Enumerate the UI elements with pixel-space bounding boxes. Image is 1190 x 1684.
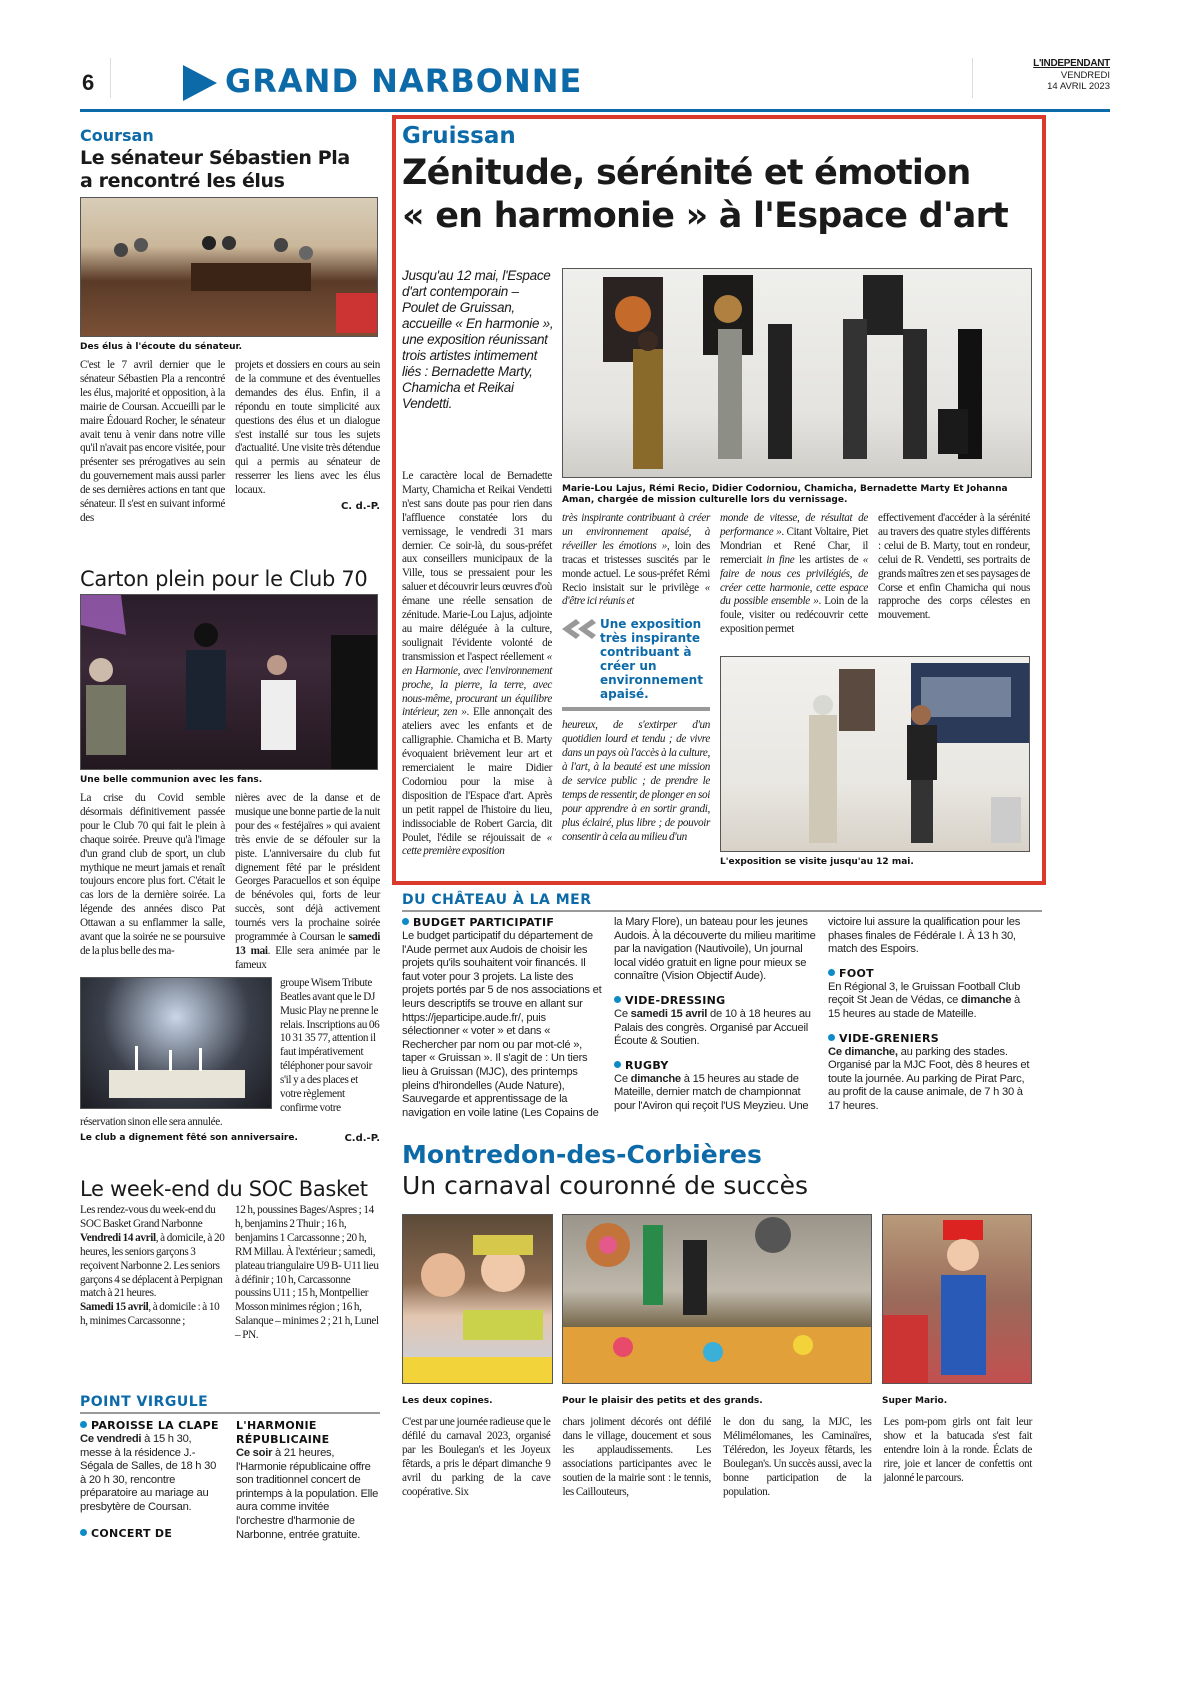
article-lead: Jusqu'au 12 mai, l'Espace d'art contemporain – Poulet de Gruissan, accueille « En harmonie », une exposition réunissant trois artistes intimement liés : Bernadette Marty, Chamicha et Reikai Vendetti. xyxy=(402,268,554,411)
brief-column xyxy=(80,1419,224,1542)
body-column xyxy=(235,359,380,526)
body-column xyxy=(720,512,868,637)
article-title: Un carnaval couronné de succès xyxy=(402,1171,809,1200)
article-kicker: Montredon-des-Corbières xyxy=(402,1140,762,1169)
author-signature: C.d.-P. xyxy=(344,1132,380,1144)
cake-illustration xyxy=(81,978,272,1109)
photo-wrap-block xyxy=(80,977,380,1130)
author-signature: C. d.-P. xyxy=(340,501,380,513)
pullquote-text: Une exposition très inspirante contribuant à créer un environnement apaisé. xyxy=(600,617,703,702)
page-number: 6 xyxy=(82,70,95,95)
play-arrow-icon xyxy=(183,65,217,101)
meeting-illustration xyxy=(81,198,378,337)
brief-column xyxy=(236,1419,380,1542)
body-text: Le caractère local de Bernadette Marty, Chamicha et Reikai Vendetti n'est sans doute pas pour rien dans l'affluence constatée lors du vernissage, le vendredi 31 mars dernier. Ce soir-là, du sous-préfet aux conseillers municipaux de la Ville, tous se pressaient pour les saluer et découvrir leurs œuvres d'où émane une réelle sensation de zénitude. Marie-Lou Lajus, adjointe au maire déléguée à la culture, soulignait l'évidente volonté de transmission et l'aspect réellement xyxy=(402,470,552,663)
quote-marks-icon xyxy=(562,619,596,639)
concert-illustration xyxy=(81,595,378,770)
body-text: , à domicile, à 20 heures, les seniors garçons 3 reçoivent Narbonne 2. Les seniors garçons 4 se déplacent à Perpignan match à 21 heures. xyxy=(80,1231,225,1300)
divider xyxy=(972,58,973,98)
section-title: GRAND NARBONNE xyxy=(225,62,583,100)
body-text: , à domicile : à 10 h, minimes Carcassonne ; xyxy=(80,1301,220,1328)
quote: « cette première exposition xyxy=(402,831,552,858)
brief-title: CONCERT DE xyxy=(80,1527,224,1541)
newspaper-name: L'INDEPENDANT xyxy=(1033,58,1110,69)
mario-illustration xyxy=(883,1215,1032,1384)
brief-text: Ce vendredi à 15 h 30, messe à la résidence J.-Ségala de Salles, de 18 h 30 à 20 h 30, rencontre préparatoire au mariage au presbytère de Coursan. xyxy=(80,1433,217,1513)
photo-vernissage xyxy=(562,268,1032,478)
event-date: Samedi 15 avril xyxy=(80,1301,149,1314)
body-text: les artistes de xyxy=(794,553,859,566)
body-column: Les pom-pom girls ont fait leur show et la batucada s'est fait entendre loin à la ronde. Éclats de rire, joie et lancer de confettis ont jalonné le parcours. xyxy=(883,1416,1032,1484)
brief-text: En Régional 3, le Gruissan Football Club reçoit St Jean de Védas, ce dimanche à 15 heures au stade de Mateille. xyxy=(828,980,1021,1020)
brief-column xyxy=(828,916,1032,1114)
body-column: 12 h, poussines Bages/Aspres ; 14 h, benjamins 2 Thuir ; 16 h, benjamins 1 Carcassonne ; 20 h, RM Millau. À l'extérieur ; samedi, plateau triangulaire U9 B- U11 lieu à définir ; 10 h, Carcassonne poussins U11 ; 15 h, Montpellier Mosson minimes région ; 16 h, Salanque – minimes 2 ; 21 h, Lunel – PN. xyxy=(235,1204,379,1342)
header-rule xyxy=(80,109,1110,112)
float-illustration xyxy=(563,1215,872,1384)
friends-illustration xyxy=(403,1215,553,1384)
divider xyxy=(110,58,111,98)
article-kicker: Coursan xyxy=(80,126,154,145)
article-gruissan xyxy=(402,122,1042,238)
body-text: . Elle annonçait des ateliers avec les enfants et de calligraphie. Chamicha et B. Marty évoquaient brièvement leur art et remerciaient le maire Didier Codorniou pour la mise à disposition de l'Espace d'art. Après un petit rappel de l'histoire du lieu, indissociable de Robert Garcia, dit Poulet, l'édile se réjouissait de xyxy=(402,706,552,844)
body-column: le don du sang, la MJC, les Mélimélomanes, les Caminaïres, Téléredon, les Joyeux fêtards, les Boulegan's. Un succès aussi, avec la bonne participation de la population. xyxy=(723,1416,872,1498)
rubrique-heading: POINT VIRGULE xyxy=(80,1394,209,1410)
vernissage-illustration xyxy=(563,269,1032,478)
body-column-wrap: groupe Wisem Tribute Beatles avant que le DJ Music Play ne prenne le relais. Inscriptions au 06 10 31 35 77, attention il faut impérativement téléphoner pour savoir s'il y a des places et votre règlement confirme votre réservation sinon elle sera annulée. xyxy=(80,976,380,1128)
article-montredon xyxy=(402,1140,1042,1201)
brief-title: VIDE-DRESSING xyxy=(614,994,818,1008)
brief-title: FOOT xyxy=(828,967,1032,981)
bullet-icon xyxy=(80,1529,87,1536)
divider xyxy=(562,707,710,711)
photo-caption: L'exposition se visite jusqu'au 12 mai. xyxy=(720,857,914,867)
brief-text: la Mary Flore), un bateau pour les jeunes Audois. À la découverte du milieu maritime par la navigation (Nautivoile), Un journal local vidéo gratuit en ligne pour mieux se connaître (Vision Objectif Aude). xyxy=(614,916,816,983)
title-line: « en harmonie » à l'Espace d'art xyxy=(402,196,1008,236)
brief-text: Ce soir à 21 heures, l'Harmonie républicaine offre son traditionnel concert de printemps à la population. Elle aura comme invitée l'orchestre d'harmonie de Narbonne, entrée gratuite. xyxy=(236,1447,379,1541)
article-kicker: Gruissan xyxy=(402,123,516,149)
rubrique-heading: DU CHÂTEAU À LA MER xyxy=(402,892,592,908)
brief-title: L'HARMONIE RÉPUBLICAINE xyxy=(236,1419,330,1446)
brief-title: PAROISSE LA CLAPE xyxy=(80,1419,224,1433)
photo-meeting xyxy=(80,197,378,337)
body-column: chars joliment décorés ont défilé dans le village, doucement et sous les applaudissements. Les associations participantes avec le soutien de la mairie sont : le tennis, les Cailloutеurs, xyxy=(562,1416,711,1498)
body-column: effectivement d'accéder à la sérénité au travers des quatre styles différents : celui de B. Marty, tout en rondeur, celui de R. Vendetti, ses portraits de grands maîtres zen et ses paysages de Corse et enfin Chamicha qui nous rapproche des corps célestes en mouvement. xyxy=(878,512,1030,622)
body-text: . Elle sera animée par le fameux xyxy=(235,944,381,971)
body-text: Les rendez-vous du week-end du SOC Basket Grand Narbonne xyxy=(80,1204,216,1230)
chateau-mer xyxy=(402,892,1042,912)
body-column xyxy=(235,792,380,973)
brief-text: Ce samedi 15 avril de 10 à 18 heures au Palais des congrès. Organisé par Accueil Écoute & Soutien. xyxy=(614,1007,811,1048)
brief-title: BUDGET PARTICIPATIF xyxy=(402,916,604,930)
quote: très inspirante contribuant à créer un environnement apaisé, à réveiller les émotions » xyxy=(562,512,710,552)
article-title: Carton plein pour le Club 70 xyxy=(80,567,368,591)
body-column: La crise du Covid semble désormais définitivement passée pour le Club 70 qui fait le plein à chaque soirée. Preuve qu'à l'image d'un grand club de sport, un club mythique ne meurt jamais et renaît toujours encore plus fort. C'était le cas lors de la dernière soirée. La légende des années disco Pat Ottawan a su enflammer la salle, avant que la soirée ne se poursuive de la plus belle des ma- xyxy=(80,792,225,957)
body-text: . Citant Voltaire, Piet Mondrian et René Char, il remerciait xyxy=(720,525,868,566)
photo-carnival-float xyxy=(562,1214,872,1384)
article-coursan xyxy=(80,126,380,526)
article-club70 xyxy=(80,566,380,1144)
photo-caption: Des élus à l'écoute du sénateur. xyxy=(80,342,243,352)
issue-day: VENDREDI xyxy=(1060,70,1110,81)
quote: « faire de nous ces privilégiés, de créer cette harmonie, cette espace du possible ensemble » xyxy=(720,553,869,608)
body-column: C'est par une journée radieuse que le défilé du carnaval 2023, organisé par les Boulegan's et les Joyeux fêtards, a pris le départ dimanche 9 avril du parking de la cave coopérative. Six xyxy=(402,1416,551,1498)
photo-caption: Marie-Lou Lajus, Rémi Recio, Didier Codorniou, Chamicha, Bernadette Marty Et Johanna Aman, chargée de mission culturelle lors du vernissage. xyxy=(562,484,1008,505)
brief-title: RUGBY xyxy=(614,1059,818,1073)
briefs xyxy=(80,1419,380,1542)
article-title xyxy=(80,147,380,193)
quote: monde de vitesse, de résultat de performance » xyxy=(720,512,868,538)
photo-caption: Super Mario. xyxy=(882,1396,948,1406)
bullet-icon xyxy=(828,969,835,976)
divider xyxy=(402,910,1042,912)
brief-text: Ce dimanche à 15 heures au stade de Mateille, dernier match de championnat pour l'Aviron qui reçoit l'US Meyzieu. Une xyxy=(614,1072,809,1112)
title-line: Le sénateur Sébastien Pla xyxy=(80,147,350,169)
article-body xyxy=(80,792,380,973)
body-text: in fine xyxy=(766,553,795,566)
title-line: Zénitude, sérénité et émotion xyxy=(402,153,971,193)
body-text: projets et dossiers en cours au sein de la commune et des éventuelles demandes des élus. Enfin, il a répondu en toute simplicité aux questions des élus et un dialogue s'est installé sur tous les sujets d'actualité. Une visite très détendue qui a permis au sénateur de resserrer les liens avec les élus locaux. xyxy=(235,359,380,497)
article-body xyxy=(80,1204,380,1343)
brief-column xyxy=(614,916,818,1114)
event-date: Vendredi 14 avril xyxy=(80,1231,156,1244)
exhibition-illustration xyxy=(721,657,1030,852)
page-header xyxy=(80,58,1110,108)
pullquote xyxy=(562,617,710,711)
photo-caption: Les deux copines. xyxy=(402,1396,493,1406)
photo-concert xyxy=(80,594,378,770)
brief-text: Le budget participatif du département de l'Aude permet aux Audois de choisir les projets qu'ils souhaitent voir financés. Il faut voter pour 3 projets. La liste des projets portés par 5 de nos associations et leurs descriptifs se trouve en allant sur https://jeparticipe.aude.fr/, puis sélectionner « voter » et dans « Rechercher par nom ou par mot-clé », taper « Gruissan ». Il s'agit de : Un tiers lieu à Gruissan (MJC), des printemps pleins d'hirondelles (Aude Nature), Sauvegarde et apprentissage de la navigation en voile latine (Les Copains de xyxy=(402,930,602,1119)
caption-row xyxy=(80,1133,380,1144)
photo-exhibition xyxy=(720,656,1030,852)
body-column: C'est le 7 avril dernier que le sénateur Sébastien Pla a rencontré les élus, majorité et opposition, à la mairie de Coursan. Accueilli par le maire Édouard Rocher, le sénateur avait tenu à venir dans notre ville qu'il n'avait pas encore visitée, pour présenter ses prérogatives au sein du gouvernement mais aussi parler de ses dernières actions en tant que sénateur. Il s'est en suivant informé des xyxy=(80,359,225,524)
body-text: nières avec de la danse et de musique une bonne partie de la nuit pour des « festéjaïres » qui avaient très envie de se défouler sur la piste. L'anniversaire du club fut dignement fêté par le président Georges Paracuellos et son équipe de bénévoles qui, forts de leur succès, sont déjà activement tournés vers la prochaine soirée programmée à Coursan le xyxy=(235,792,380,944)
body-text: , loin des tracas et tristesses suscités par le monde actuel. Le sous-préfet Rémi Recio insistait sur le privilège xyxy=(562,539,710,594)
bullet-icon xyxy=(614,1061,621,1068)
issue-date: 14 AVRIL 2023 xyxy=(1047,81,1110,92)
bullet-icon xyxy=(828,1034,835,1041)
quote: « en Harmonie, avec l'environnement proche, la pierre, la terre, avec nous-même, procurant un équilibre intérieur, zen » xyxy=(402,650,553,719)
brief-text: victoire lui assure la qualification pour les phases finales de Fédérale I. À 13 h 30, match des Espoirs. xyxy=(828,916,1021,956)
title-line: a rencontré les élus xyxy=(80,170,285,192)
body-column: heureux, de s'extirper d'un quotidien lourd et tendu ; de vivre dans un pays où l'accès à la culture, à l'art, à la beauté est une mission de service public ; de prendre le temps de ressentir, de plonger en soi pour apprendre à en sortir grandi, plus éclairé, plus libre ; de pouvoir consentir à cela au milieu d'un xyxy=(562,719,710,843)
photo-caption: Pour le plaisir des petits et des grands. xyxy=(562,1396,763,1406)
bullet-icon xyxy=(80,1421,87,1428)
event-date: samedi 13 mai xyxy=(235,931,380,957)
body-column xyxy=(562,512,710,609)
quote: « d'être ici réunis et xyxy=(562,581,710,608)
article-title: Le week-end du SOC Basket xyxy=(80,1177,368,1201)
bullet-icon xyxy=(402,918,409,925)
article-body xyxy=(402,1416,1032,1499)
point-virgule xyxy=(80,1394,380,1542)
body-column xyxy=(402,470,552,859)
brief-text: Ce dimanche, au parking des stades. Organisé par la MJC Foot, dès 8 heures et toute la journée. Au parking de Pirat Parc, au profit de la cause animale, de 7 h 30 à 17 heures. xyxy=(828,1045,1030,1112)
brief-title: VIDE-GRENIERS xyxy=(828,1032,1032,1046)
photo-birthday-cake xyxy=(80,977,272,1109)
article-body xyxy=(80,359,380,526)
photo-two-friends xyxy=(402,1214,553,1384)
divider xyxy=(80,1412,380,1414)
body-text: . Loin de la foule, visiter ou redécouvrir cette exposition permet xyxy=(720,595,868,636)
photo-caption: Le club a dignement fêté son anniversaire. xyxy=(80,1132,298,1143)
bullet-icon xyxy=(614,996,621,1003)
article-soc-basket xyxy=(80,1176,380,1343)
gruissan-col2 xyxy=(562,512,710,845)
body-column xyxy=(80,1204,225,1343)
article-title xyxy=(402,152,1042,238)
brief-column xyxy=(402,916,604,1120)
photo-super-mario xyxy=(882,1214,1032,1384)
photo-caption: Une belle communion avec les fans. xyxy=(80,775,263,785)
